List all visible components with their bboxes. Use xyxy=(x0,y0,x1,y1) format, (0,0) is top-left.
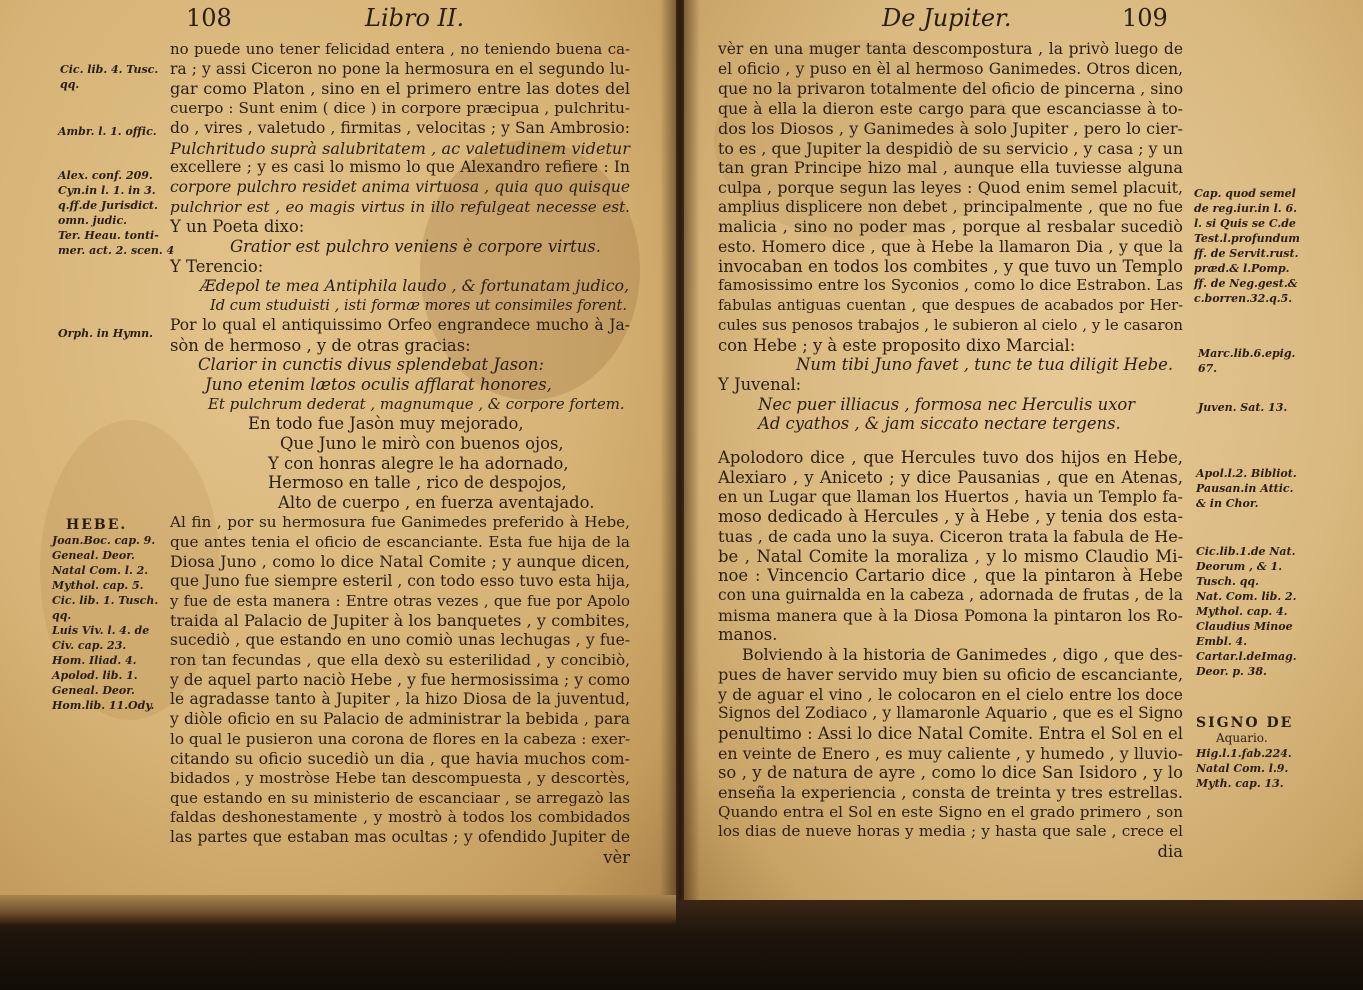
running-head: Libro II. xyxy=(365,4,465,32)
margin-note-line: Orph. in Hymn. xyxy=(58,327,153,340)
catchword: dia xyxy=(1157,842,1183,862)
text-line: con una guirnalda en la cabeza , adornada de frutas , de la xyxy=(718,585,1183,604)
margin-note-line: Mythol. cap. 4. xyxy=(1196,605,1288,618)
margin-note-line: Geneal. Deor. xyxy=(52,549,135,562)
running-head: De Jupiter. xyxy=(882,4,1012,32)
verse-line: Nec puer illiacus , formosa nec Herculis uxor xyxy=(758,394,1136,414)
text-line: so , y de natura de ayre , como lo dice San Isidoro , y lo xyxy=(718,763,1183,783)
margin-note-line: Claudius Minoe xyxy=(1196,620,1293,633)
margin-note-line: mer. act. 2. scen. 4 xyxy=(58,244,175,257)
text-line: con Hebe ; y à este proposito dixo Marcial: xyxy=(718,335,1076,355)
margin-note-line: Cic. lib. 1. Tusch. xyxy=(52,594,159,607)
left-body-text xyxy=(170,40,630,868)
text-line: y fue de esta manera : Entre otras vezes , que fue por Apolo xyxy=(170,591,630,610)
margin-note-line: Juven. Sat. 13. xyxy=(1198,401,1288,414)
margin-heading: SIGNO DE xyxy=(1196,715,1294,731)
text-line: vèr en una muger tanta descompostura , la privò luego de xyxy=(718,40,1183,58)
text-line: pues de haver servido muy bien su oficio de escanciante, xyxy=(718,664,1184,684)
text-line: Al fin , por su hermosura fue Ganimedes preferido à Hebe, xyxy=(170,512,630,531)
text-line: que no la privaron totalmente del oficio de pincerna , sino xyxy=(718,79,1184,99)
verse-line: Y con honras alegre le ha adornado, xyxy=(268,453,569,473)
text-line: Alexiaro , y Aniceto ; y dice Pausanias , que en Atenas, xyxy=(718,467,1183,487)
margin-note-line: 67. xyxy=(1198,362,1218,375)
margin-note-line: Myth. cap. 13. xyxy=(1196,777,1284,790)
text-line: tan gran Principe hizo mal , aunque ella tuviesse alguna xyxy=(718,158,1183,178)
text-line: en un Lugar que llaman los Huertos , havia un Templo fa- xyxy=(718,487,1183,507)
text-line: el oficio , y puso en èl al hermoso Ganimedes. Otros dicen, xyxy=(718,59,1183,78)
text-line: penultimo : Assi lo dice Natal Comite. Entra el Sol en el xyxy=(718,723,1183,743)
text-line: Diosa Juno , como lo dice Natal Comite ; y aunque dicen, xyxy=(170,552,630,572)
margin-note-line: præd.& l.Pomp. xyxy=(1194,262,1290,275)
margin-note-line: Hom.lib. 11.Ody. xyxy=(52,699,155,712)
margin-note-line: Hig.l.1.fab.224. xyxy=(1196,747,1292,760)
margin-note-line: Luis Viv. l. 4. de xyxy=(52,624,150,637)
text-line: be , Natal Comite la moraliza , y lo mismo Claudio Mi- xyxy=(718,546,1183,566)
margin-note-line: omn. judic. xyxy=(58,214,128,227)
margin-note-line: qq. xyxy=(52,609,72,622)
text-line: sòn de hermoso , y de otras gracias: xyxy=(170,335,471,355)
text-line: ra ; y assi Ciceron no pone la hermosura en el segundo lu- xyxy=(170,59,630,78)
text-line: ron tan fecundas , que ella dexò su esterilidad , y concibiò, xyxy=(170,650,630,669)
text-line: Y Juvenal: xyxy=(718,374,802,394)
text-line: noe : Vincencio Cartario dice , que la pintaron à Hebe xyxy=(718,566,1183,586)
margin-note xyxy=(60,62,158,92)
verse-line: Alto de cuerpo , en fuerza aventajado. xyxy=(278,493,595,513)
text-line: cuerpo : Sunt enim ( dice ) in corpore præcipua , pulchritu- xyxy=(170,99,630,118)
text-line: que estando en su ministerio de escanciaar , se arregazò las xyxy=(170,788,630,807)
margin-subheading: Aquario. xyxy=(1216,731,1268,745)
text-line: las partes que estaban mas ocultas ; y ofendido Jupiter de xyxy=(170,828,630,847)
text-line: culpa , porque segun las leyes : Quod enim semel placuit, xyxy=(718,177,1183,197)
text-line: Por lo qual el antiquissimo Orfeo engrandece mucho à Ja- xyxy=(170,315,630,334)
text-line: en veinte de Enero , es muy caliente , y humedo , y lluvio- xyxy=(718,743,1183,763)
margin-note-line: Cic. lib. 4. Tusc. xyxy=(60,63,159,76)
margin-note xyxy=(1198,346,1295,376)
margin-note-line: Marc.lib.6.epig. xyxy=(1198,347,1296,360)
book-gutter xyxy=(660,0,700,905)
text-line: cules sus penosos trabajos , le subieron al cielo , y le casaron xyxy=(718,315,1183,334)
margin-note-line: Natal Com. l. 2. xyxy=(52,564,149,577)
text-line: Bolviendo à la historia de Ganimedes , digo , que des- xyxy=(742,645,1183,665)
text-line: lo qual le pusieron una corona de flores en la cabeza : exer- xyxy=(170,729,631,748)
margin-note-line: c.borren.32.q.5. xyxy=(1194,292,1293,305)
margin-note-line: Cap. quod semel xyxy=(1194,187,1296,200)
margin-note-hebe xyxy=(52,518,158,713)
verse-line: Que Juno le mirò con buenos ojos, xyxy=(280,434,564,454)
text-line: pulchrior est , eo magis virtus in illo refulgeat necesse est. xyxy=(170,197,630,216)
right-page xyxy=(684,0,1363,900)
page-bottom-edge xyxy=(0,895,676,925)
text-line: que à ella la dieron este cargo para que escanciasse à to- xyxy=(718,99,1183,119)
text-line: traida al Palacio de Jupiter à los banquetes , y combites, xyxy=(170,611,630,631)
text-line: misma manera que à la Diosa Pomona la pintaron los Ro- xyxy=(718,605,1183,625)
margin-note-line: Pausan.in Attic. xyxy=(1196,482,1294,495)
margin-note-signo xyxy=(1196,716,1293,791)
margin-note-line: Joan.Boc. cap. 9. xyxy=(52,534,156,547)
text-line: faldas deshonestamente , y mostrò à todos los combidados xyxy=(170,808,630,827)
text-line: enseña la experiencia , consta de treinta y tres estrellas. xyxy=(718,783,1183,803)
verse-line: Clarior in cunctis divus splendebat Jason: xyxy=(198,355,545,375)
text-line: y de aguar el vino , le colocaron en el cielo entre los doce xyxy=(718,684,1183,704)
text-line: fabulas antiguas cuentan , que despues de acabados por Her- xyxy=(718,297,1183,315)
margin-note-line: qq. xyxy=(60,78,80,91)
margin-note-line: Nat. Com. lib. 2. xyxy=(1196,590,1297,603)
margin-note-line: Apol.l.2. Bibliot. xyxy=(1196,467,1297,480)
text-line: que Juno fue siempre esteril , con todo esso tuvo esta hija, xyxy=(170,571,630,590)
margin-note-line: Deor. p. 38. xyxy=(1196,665,1267,678)
verse-line: En todo fue Jasòn muy mejorado, xyxy=(248,414,524,434)
text-line: gar como Platon , sino en el primero entre las dotes del xyxy=(170,79,630,99)
margin-note-line: Natal Com. l.9. xyxy=(1196,762,1289,775)
text-line: moso dedicado à Hercules , y à Hebe , y tenia dos esta- xyxy=(718,507,1183,527)
margin-heading: HEBE. xyxy=(66,517,128,533)
text-line: invocaban en todos los combites , y que tuvo un Templo xyxy=(718,256,1183,276)
verse-line: Gratior est pulchro veniens è corpore virtus. xyxy=(230,237,601,257)
text-line: excellere ; y es casi lo mismo lo que Alexandro refiere : In xyxy=(170,158,630,177)
margin-note-line: Cartar.l.deImag. xyxy=(1196,650,1297,663)
text-line: manos. xyxy=(718,625,778,645)
verse-line: Et pulchrum dederat , magnumque , & corpore fortem. xyxy=(208,394,625,413)
verse-line: Id cum studuisti , isti formæ mores ut consimiles forent. xyxy=(210,297,628,315)
verse-line: Hermoso en talle , rico de despojos, xyxy=(268,473,567,493)
text-line: to es , que Jupiter la despidiò de su servicio , y casa ; y un xyxy=(718,138,1183,158)
text-line: Y un Poeta dixo: xyxy=(170,217,305,237)
verse-line: Juno etenim lætos oculis afflarat honores, xyxy=(205,374,552,394)
text-line: esto. Homero dice , que à Hebe la llamaron Dia , y que la xyxy=(718,237,1183,257)
text-line: Signos del Zodiaco , y llamaronle Aquario , que es el Signo xyxy=(718,704,1183,723)
text-line: Pulchritudo suprà salubritatem , ac valetudinem videtur xyxy=(170,138,630,158)
margin-note-line: l. si Quis se C.de xyxy=(1194,217,1296,230)
text-line: bidados , y mostròse Hebe tan descompuesta , y descortès, xyxy=(170,769,630,788)
margin-note-line: Embl. 4. xyxy=(1196,635,1248,648)
margin-note xyxy=(1194,186,1300,306)
text-line: tuas , de cada uno la suya. Ciceron trata la fabula de He- xyxy=(718,526,1184,546)
text-line: sucediò , que estando en uno comiò unas lechugas , y fue- xyxy=(170,631,630,650)
text-line: malicia , sino no poder mas , porque al resbalar sucediò xyxy=(718,217,1183,237)
margin-note-line: Deorum , & 1. xyxy=(1196,560,1283,573)
margin-note xyxy=(58,168,174,258)
text-line: que antes tenia el oficio de escanciante. Esta fue hija de la xyxy=(170,532,630,551)
text-line: citando su oficio sucediò un dia , que havia muchos com- xyxy=(170,749,630,769)
margin-note-line: ff. de Neg.gest.& xyxy=(1194,277,1298,290)
margin-note-line: & in Chor. xyxy=(1196,497,1259,510)
margin-note-line: Geneal. Deor. xyxy=(52,684,135,697)
margin-note-line: Tusch. qq. xyxy=(1196,575,1259,588)
margin-note-line: Hom. Iliad. 4. xyxy=(52,654,137,667)
page-number: 108 xyxy=(186,4,232,32)
text-line: le agradasse tanto à Jupiter , la hizo Diosa de la juventud, xyxy=(170,690,630,709)
margin-note-line: Mythol. cap. 5. xyxy=(52,579,144,592)
page-number: 109 xyxy=(1122,4,1168,32)
left-page xyxy=(0,0,676,900)
text-line: no puede uno tener felicidad entera , no teniendo buena ca- xyxy=(170,40,630,58)
text-line: Apolodoro dice , que Hercules tuvo dos hijos en Hebe, xyxy=(718,448,1183,468)
margin-note xyxy=(1196,466,1297,511)
margin-note-line: Cic.lib.1.de Nat. xyxy=(1196,545,1296,558)
verse-line: Ad cyathos , & jam siccato nectare tergens. xyxy=(758,414,1121,434)
margin-note-line: Cyn.in l. 1. in 3. xyxy=(58,184,156,197)
spacer xyxy=(718,434,1183,448)
margin-note-line: q.ff.de Jurisdict. xyxy=(58,199,158,212)
catchword: vèr xyxy=(603,847,630,867)
text-line: do , vires , valetudo , firmitas , velocitas ; y San Ambrosio: xyxy=(170,118,630,137)
text-line: y diòle oficio en su Palacio de administrar la bebida , para xyxy=(170,709,630,728)
margin-note-line: Civ. cap. 23. xyxy=(52,639,127,652)
text-line: los dias de nueve horas y media ; y hasta que sale , crece el xyxy=(718,822,1183,841)
text-line: dos los Diosos , y Ganimedes à solo Jupiter , pero lo cier- xyxy=(718,118,1183,138)
margin-note-line: Apolod. lib. 1. xyxy=(52,669,138,682)
text-line: Quando entra el Sol en este Signo en el grado primero , son xyxy=(718,802,1183,821)
margin-note xyxy=(1198,400,1287,415)
text-line: corpore pulchro residet anima virtuosa , quia quo quisque xyxy=(170,177,630,196)
margin-note-line: Test.l.profundum xyxy=(1194,232,1300,245)
margin-note-line: Alex. conf. 209. xyxy=(58,169,153,182)
margin-note xyxy=(1196,544,1297,679)
verse-line: Num tibi Juno favet , tunc te tua diligit Hebe. xyxy=(796,355,1174,375)
margin-note-line: Ambr. l. 1. offic. xyxy=(58,125,157,138)
margin-note-line: de reg.iur.in l. 6. xyxy=(1194,202,1297,215)
text-line: y de aquel parto naciò Hebe , y fue hermosissima ; y como xyxy=(170,670,630,689)
margin-note xyxy=(58,326,153,341)
margin-note-line: ff. de Servit.rust. xyxy=(1194,247,1299,260)
verse-line: Ædepol te mea Antiphila laudo , & fortunatam judico, xyxy=(200,276,630,296)
text-line: amplius displicere non debet , principalmente , que no fue xyxy=(718,197,1183,216)
text-line: famosissimo entre los Syconios , como lo dice Estrabon. Las xyxy=(718,276,1183,295)
right-body-text xyxy=(718,40,1183,862)
text-line: Y Terencio: xyxy=(170,256,264,276)
margin-note xyxy=(58,124,157,139)
margin-note-line: Ter. Heau. tonti- xyxy=(58,229,159,242)
